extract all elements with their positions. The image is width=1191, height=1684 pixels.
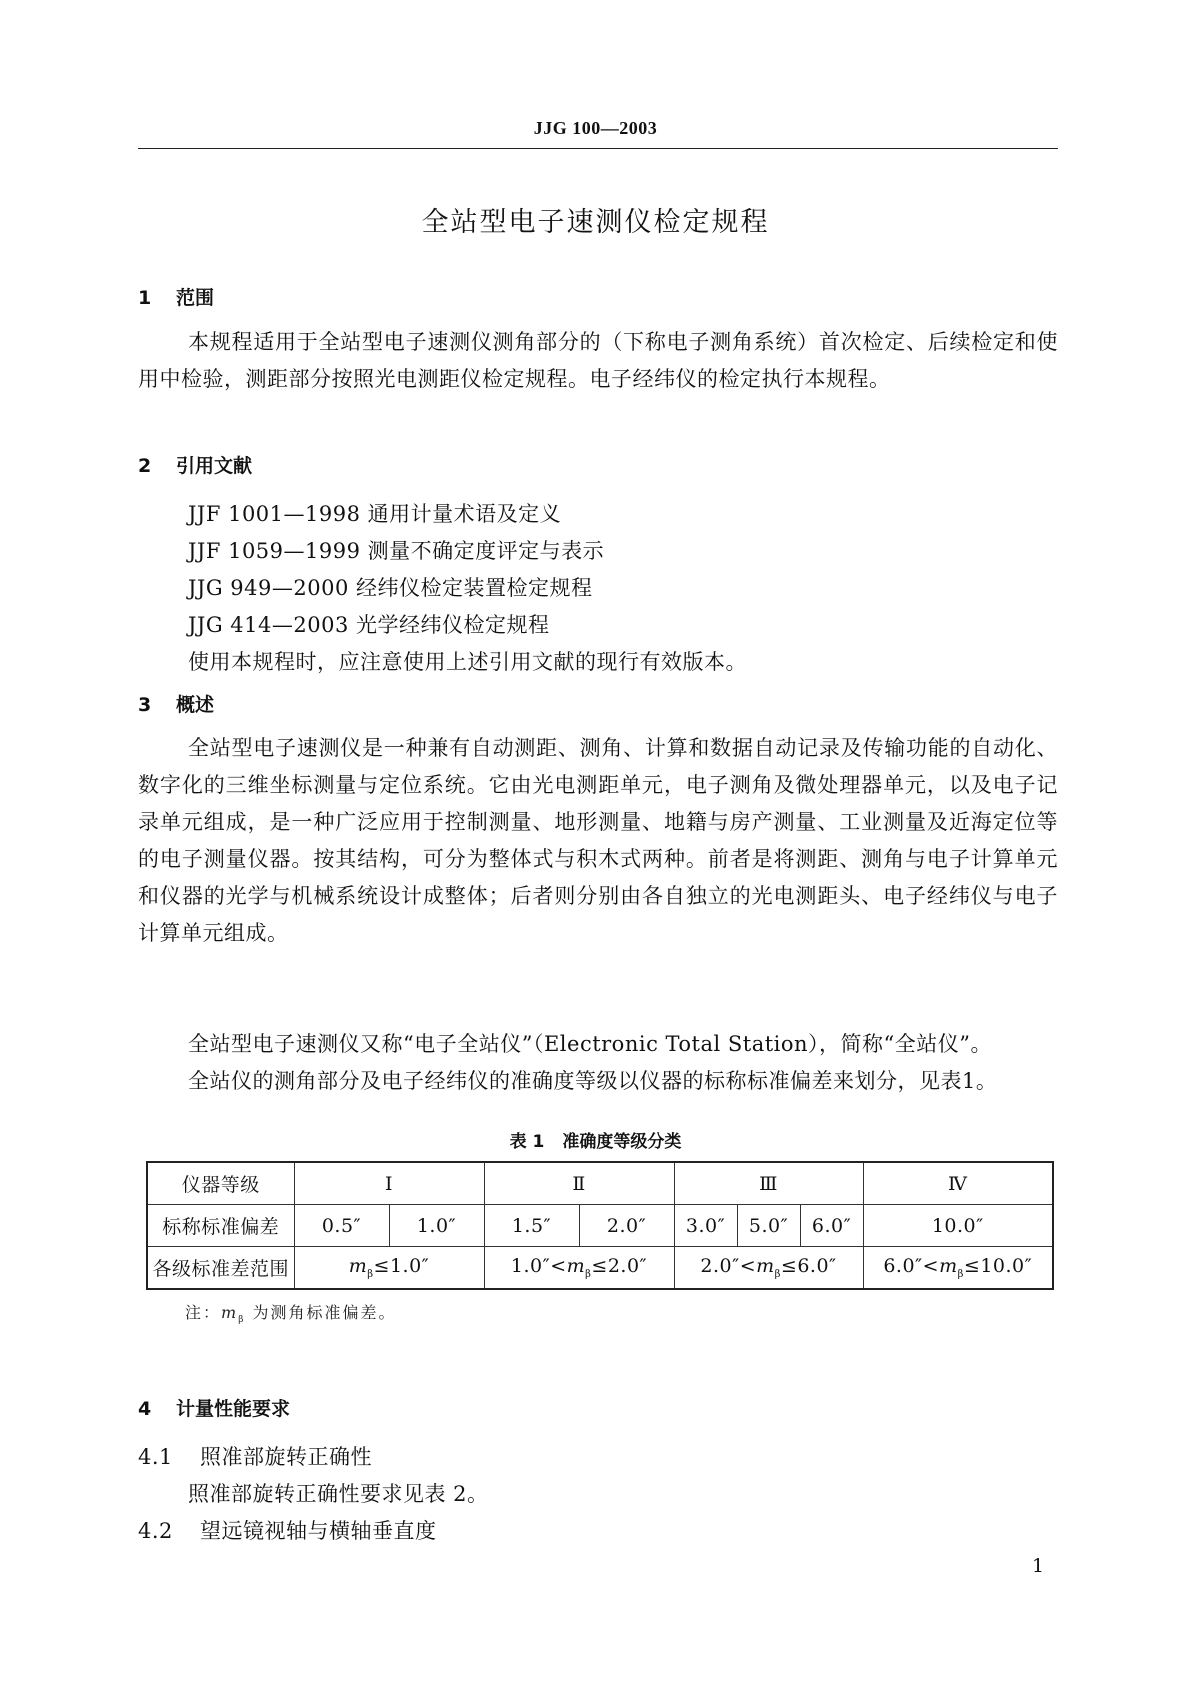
range-grade-1: $m_\beta\le 1.0''$	[294, 1247, 484, 1290]
range-grade-3: $2.0''<m_\beta\le 6.0''$	[674, 1247, 863, 1290]
subsection-title: 望远镜视轴与横轴垂直度	[200, 1519, 437, 1543]
section-number: 4	[138, 1398, 152, 1420]
nominal-value: 6.0″	[800, 1205, 863, 1247]
nominal-value: 5.0″	[737, 1205, 800, 1247]
reference-item: JJG 949—2000 经纬仪检定装置检定规程	[188, 576, 593, 600]
range-grade-2: $1.0''<m_\beta\le 2.0''$	[484, 1247, 674, 1290]
reference-item: JJG 414—2003 光学经纬仪检定规程	[188, 613, 550, 637]
range-grade-4: $6.0''<m_\beta\le 10.0''$	[863, 1247, 1053, 1290]
section-title: 引用文献	[176, 455, 253, 477]
nominal-value: 0.5″	[294, 1205, 389, 1247]
section-number: 2	[138, 455, 152, 477]
subsection-number: 4.2	[138, 1519, 173, 1543]
grade-2: Ⅱ	[484, 1162, 674, 1205]
subsection-title: 照准部旋转正确性	[200, 1445, 372, 1469]
overview-paragraph-2: 全站型电子速测仪又称“电子全站仪”（Electronic Total Station），简称“全站仪”。	[188, 1032, 993, 1056]
reference-note: 使用本规程时，应注意使用上述引用文献的现行有效版本。	[188, 650, 747, 674]
row-label-nominal: 标称标准偏差	[147, 1205, 294, 1247]
nominal-value: 2.0″	[579, 1205, 674, 1247]
document-title: 全站型电子速测仪检定规程	[421, 207, 770, 238]
table-row	[147, 1162, 1053, 1205]
table-row	[147, 1205, 1053, 1247]
section-2-heading	[138, 451, 252, 478]
table-caption-text: 准确度等级分类	[562, 1132, 682, 1152]
header-rule	[138, 148, 1058, 149]
nominal-value: 3.0″	[674, 1205, 737, 1247]
section-title: 范围	[176, 287, 215, 309]
overview-paragraph-3: 全站仪的测角部分及电子经纬仪的准确度等级以仪器的标称标准偏差来划分，见表1。	[188, 1069, 998, 1093]
row-label-range: 各级标准差范围	[147, 1247, 294, 1290]
grade-4: Ⅳ	[863, 1162, 1053, 1205]
table-caption-number: 表 1	[509, 1132, 545, 1152]
section-title: 概述	[176, 694, 215, 716]
reference-item: JJF 1001—1998 通用计量术语及定义	[188, 502, 562, 526]
scope-paragraph: 本规程适用于全站型电子速测仪测角部分的（下称电子测角系统）首次检定、后续检定和使用中检验，测距部分按照光电测距仪检定规程。电子经纬仪的检定执行本规程。	[138, 330, 1058, 391]
nominal-value: 1.5″	[484, 1205, 579, 1247]
row-label-grade: 仪器等级	[147, 1162, 294, 1205]
subsection-4-1-text: 照准部旋转正确性要求见表 2。	[188, 1482, 489, 1506]
nominal-value: 10.0″	[863, 1205, 1053, 1247]
section-1-heading	[138, 283, 214, 310]
section-number: 3	[138, 694, 152, 716]
section-4-heading	[138, 1394, 290, 1421]
reference-item: JJF 1059—1999 测量不确定度评定与表示	[188, 539, 605, 563]
section-number: 1	[138, 287, 152, 309]
subsection-number: 4.1	[138, 1445, 173, 1469]
subsection-4-1	[138, 1441, 372, 1471]
page-number: 1	[1032, 1555, 1045, 1577]
grade-3: Ⅲ	[674, 1162, 863, 1205]
subsection-4-2	[138, 1515, 437, 1545]
standard-code: JJG 100—2003	[533, 118, 658, 138]
nominal-value: 1.0″	[389, 1205, 484, 1247]
table-row	[147, 1247, 1053, 1290]
overview-paragraph-1: 全站型电子速测仪是一种兼有自动测距、测角、计算和数据自动记录及传输功能的自动化、数字化的三维坐标测量与定位系统。它由光电测距单元，电子测角及微处理器单元，以及电子记录单元组成，是一种广泛应用于控制测量、地形测量、地籍与房产测量、工业测量及近海定位等的电子测量仪器。按其结构，可分为整体式与积木式两种。前者是将测距、测角与电子计算单元和仪器的光学与机械系统设计成整体；后者则分别由各自独立的光电测距头、电子经纬仪与电子计算单元组成。	[138, 736, 1058, 945]
table-caption	[0, 1127, 1191, 1152]
section-3-heading	[138, 690, 214, 717]
table-note: 注：$m_\beta$ 为测角标准偏差。	[185, 1303, 397, 1326]
section-title: 计量性能要求	[176, 1398, 291, 1420]
accuracy-grade-table	[146, 1161, 1054, 1290]
grade-1: Ⅰ	[294, 1162, 484, 1205]
